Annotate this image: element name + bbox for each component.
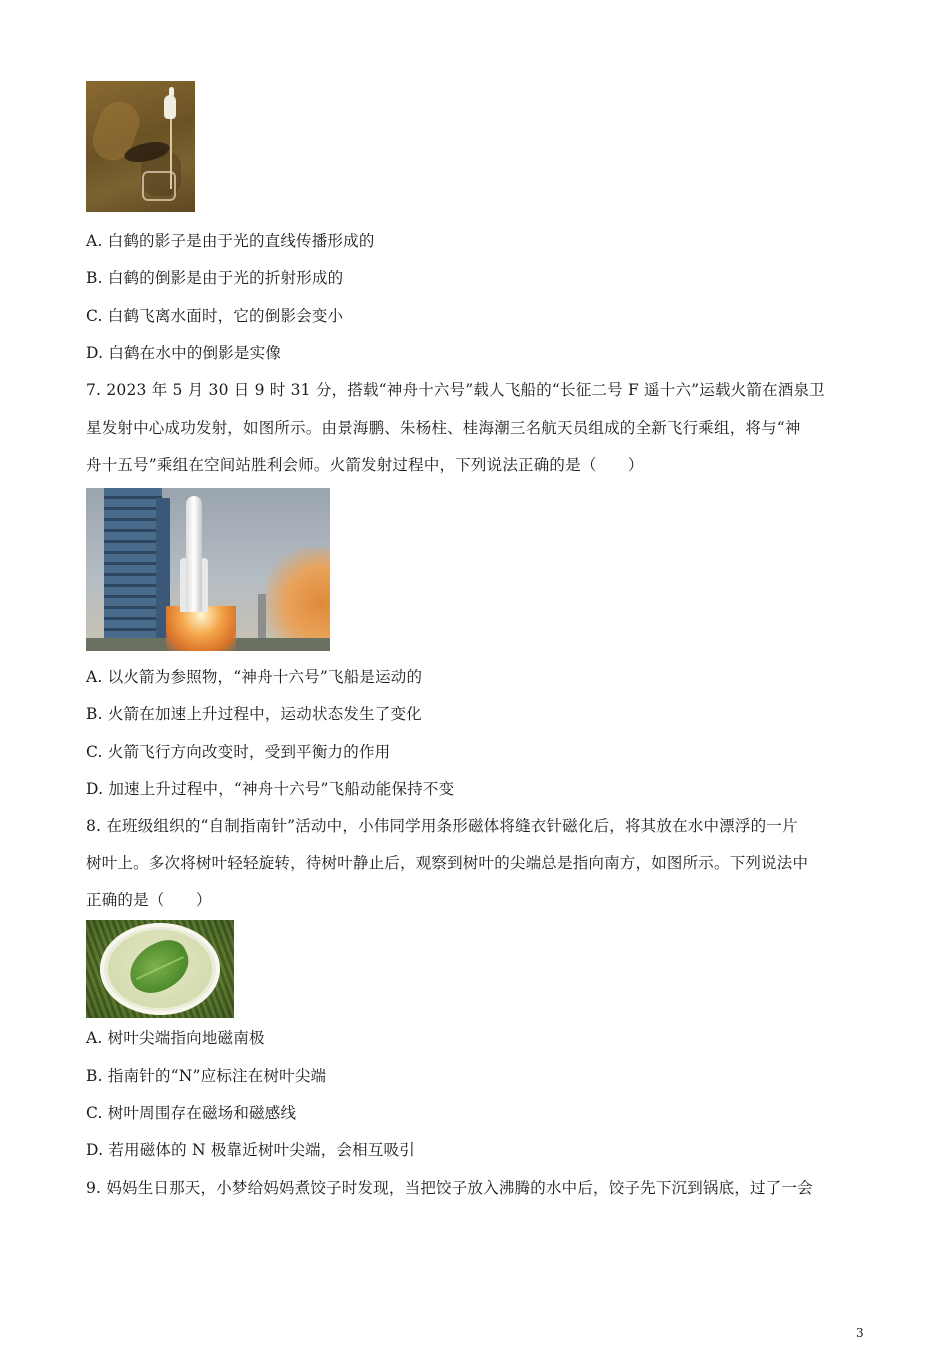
q7-option-a: A. 以火箭为参照物，“神舟十六号”飞船是运动的 [86, 668, 423, 686]
rocket-launch-photo [86, 488, 330, 651]
q7-stem-line3: 舟十五号”乘组在空间站胜利会师。火箭发射过程中，下列说法正确的是（ ） [86, 456, 644, 474]
crane-bird [164, 95, 176, 119]
q6-option-a: A. 白鹤的影子是由于光的直线传播形成的 [86, 232, 375, 250]
launch-tower [104, 488, 162, 651]
q7-stem-line2: 星发射中心成功发射，如图所示。由景海鹏、朱杨柱、桂海潮三名航天员组成的全新飞行乘组，将与“神 [86, 419, 801, 437]
q8-option-a: A. 树叶尖端指向地磁南极 [86, 1029, 265, 1047]
q6-option-b: B. 白鹤的倒影是由于光的折射形成的 [86, 269, 344, 287]
q8-stem-line3: 正确的是（ ） [86, 891, 212, 909]
q9-stem-line1: 9. 妈妈生日那天，小梦给妈妈煮饺子时发现，当把饺子放入沸腾的水中后，饺子先下沉到锅底，过了一会 [86, 1179, 813, 1197]
q7-option-d: D. 加速上升过程中，“神舟十六号”飞船动能保持不变 [86, 780, 455, 798]
rocket-flame [166, 606, 236, 651]
q8-option-c: C. 树叶周围存在磁场和磁感线 [86, 1104, 297, 1122]
q7-option-c: C. 火箭飞行方向改变时，受到平衡力的作用 [86, 743, 391, 761]
crane-reflection-photo [86, 81, 195, 212]
q8-stem-line1: 8. 在班级组织的“自制指南针”活动中，小伟同学用条形磁体将缝衣针磁化后，将其放在水中漂浮的一片 [86, 817, 798, 835]
q8-option-d: D. 若用磁体的 N 极靠近树叶尖端，会相互吸引 [86, 1141, 415, 1159]
q8-option-b: B. 指南针的“N”应标注在树叶尖端 [86, 1067, 327, 1085]
rocket [186, 496, 202, 612]
q6-option-d: D. 白鹤在水中的倒影是实像 [86, 344, 282, 362]
q6-option-c: C. 白鹤飞离水面时，它的倒影会变小 [86, 307, 344, 325]
q7-stem-line1: 7. 2023 年 5 月 30 日 9 时 31 分，搭载“神舟十六号”载人飞船的“长征二号 F 遥十六”运载火箭在酒泉卫 [86, 381, 825, 399]
q8-stem-line2: 树叶上。多次将树叶轻轻旋转，待树叶静止后，观察到树叶的尖端总是指向南方，如图所示。下列说法中 [86, 854, 809, 872]
leaf-compass-photo [86, 920, 234, 1018]
page-number: 3 [856, 1326, 864, 1340]
q7-option-b: B. 火箭在加速上升过程中，运动状态发生了变化 [86, 705, 422, 723]
